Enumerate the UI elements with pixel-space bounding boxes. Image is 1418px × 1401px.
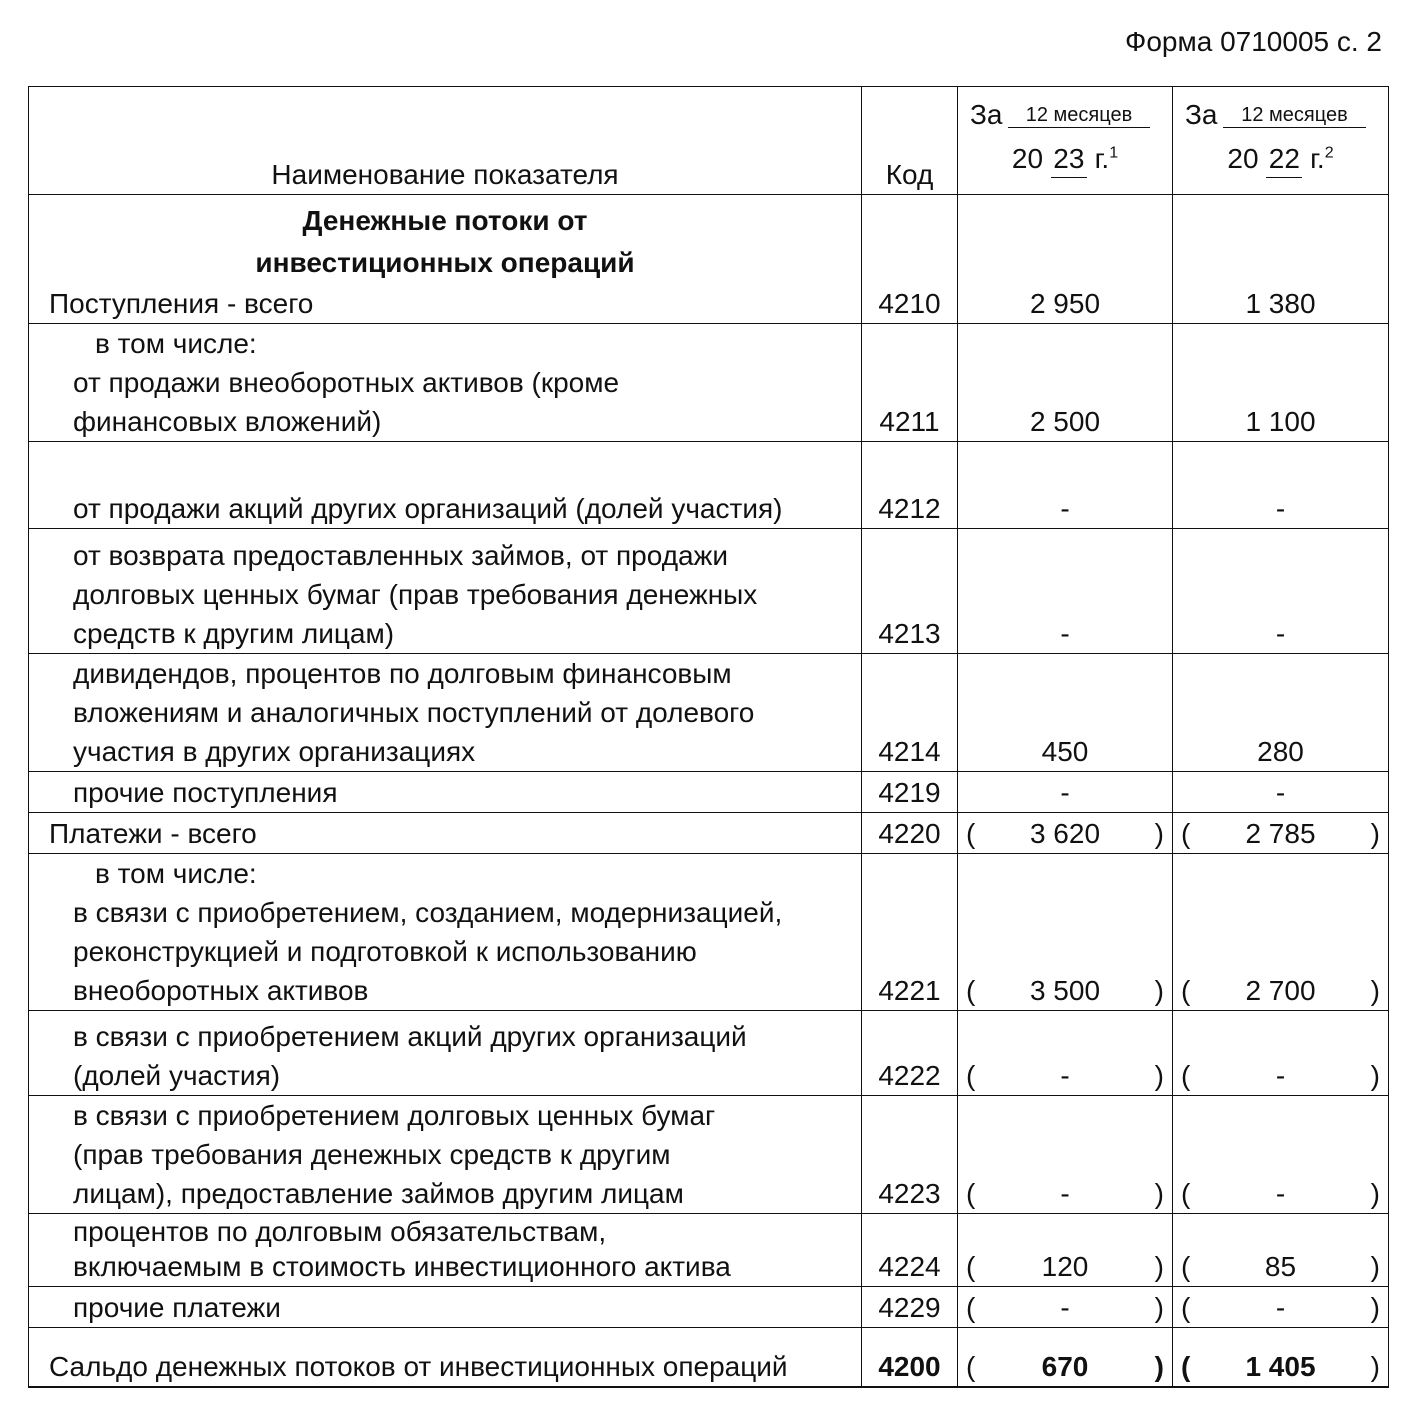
value-text: 3 620 <box>1029 818 1101 849</box>
paren-open: ( <box>1181 1060 1191 1091</box>
row-value-previous: 280 <box>1173 654 1389 772</box>
period-previous-year: 22 <box>1266 141 1302 178</box>
row-value-current: - <box>958 529 1173 654</box>
period-current-note: 1 <box>1109 144 1119 162</box>
value-text: - <box>1275 1060 1286 1091</box>
row-value-previous: - <box>1173 442 1389 529</box>
table-row <box>29 195 1389 324</box>
row-label-line: в связи с приобретением акций других организаций <box>73 1021 747 1052</box>
paren-open: ( <box>966 818 976 849</box>
row-value-current <box>958 1011 1173 1096</box>
row-label: от продажи акций других организаций (долей участия) <box>73 493 783 524</box>
form-label: Форма 0710005 с. 2 <box>1125 26 1382 57</box>
paren-open: ( <box>1181 1178 1191 1209</box>
table-row <box>29 324 1389 442</box>
row-value-previous <box>1173 1214 1389 1287</box>
value-text: 1 405 <box>1245 1351 1316 1382</box>
row-value-previous <box>1173 813 1389 854</box>
row-label-line: включаемым в стоимость инвестиционного актива <box>73 1251 731 1282</box>
paren-close: ) <box>1154 1292 1164 1323</box>
row-value-current: 2 950 <box>958 195 1173 324</box>
period-current-za: За <box>970 99 1003 130</box>
row-code: 4200 <box>862 1328 958 1388</box>
paren-close: ) <box>1370 1351 1380 1382</box>
row-value-current <box>958 1287 1173 1328</box>
value-text: - <box>1060 1060 1070 1091</box>
period-previous-za: За <box>1185 99 1218 130</box>
row-value-previous: 1 380 <box>1173 195 1389 324</box>
row-value-previous <box>1173 1328 1389 1388</box>
paren-close: ) <box>1370 1060 1380 1091</box>
row-label-line: лицам), предоставление займов другим лицам <box>73 1178 684 1209</box>
table-row <box>29 772 1389 813</box>
row-value-previous: 1 100 <box>1173 324 1389 442</box>
paren-close: ) <box>1154 1178 1164 1209</box>
cash-flow-table <box>28 86 1389 1388</box>
paren-open: ( <box>966 1251 976 1282</box>
paren-close: ) <box>1154 1060 1164 1091</box>
paren-open: ( <box>1181 1351 1191 1382</box>
period-previous-months: 12 месяцев <box>1223 103 1366 128</box>
period-current-months: 12 месяцев <box>1008 103 1150 128</box>
row-value-previous <box>1173 1011 1389 1096</box>
row-value-current: - <box>958 772 1173 813</box>
row-label-line: от возврата предоставленных займов, от продажи <box>73 540 728 571</box>
row-value-previous <box>1173 1096 1389 1214</box>
value-text: 2 700 <box>1245 975 1316 1006</box>
row-value-previous <box>1173 1287 1389 1328</box>
period-current-year: 23 <box>1051 141 1087 178</box>
row-prelabel: в том числе: <box>95 328 257 359</box>
paren-open: ( <box>966 1060 976 1091</box>
row-value-previous: - <box>1173 772 1389 813</box>
row-label: Поступления - всего <box>49 288 314 319</box>
paren-open: ( <box>966 1351 976 1382</box>
row-label-line: средств к другим лицам) <box>73 618 395 649</box>
table-row <box>29 529 1389 654</box>
row-label: прочие платежи <box>73 1292 281 1323</box>
row-code: 4211 <box>862 324 958 442</box>
row-code: 4210 <box>862 195 958 324</box>
row-label: прочие поступления <box>73 777 338 808</box>
row-label-line: вложениям и аналогичных поступлений от долевого <box>73 697 755 728</box>
paren-close: ) <box>1370 1251 1380 1282</box>
row-label-line: долговых ценных бумаг (прав требования денежных <box>73 579 758 610</box>
row-label-line: внеоборотных активов <box>73 975 369 1006</box>
paren-open: ( <box>966 1292 976 1323</box>
value-text: 670 <box>1041 1351 1089 1382</box>
row-code: 4221 <box>862 854 958 1011</box>
paren-open: ( <box>966 975 976 1006</box>
row-value-previous <box>1173 854 1389 1011</box>
row-label-line: (прав требования денежных средств к другим <box>73 1139 671 1170</box>
row-value-current <box>958 1096 1173 1214</box>
row-code: 4224 <box>862 1214 958 1287</box>
row-label: Сальдо денежных потоков от инвестиционных операций <box>49 1351 788 1382</box>
row-code: 4220 <box>862 813 958 854</box>
row-code: 4223 <box>862 1096 958 1214</box>
paren-close: ) <box>1370 818 1380 849</box>
row-value-current <box>958 1214 1173 1287</box>
table-row <box>29 1011 1389 1096</box>
value-text: 120 <box>1041 1251 1089 1282</box>
row-value-current <box>958 1328 1173 1388</box>
row-label-line: в связи с приобретением, созданием, модернизацией, <box>73 897 783 928</box>
row-code: 4213 <box>862 529 958 654</box>
header-period-current <box>958 87 1173 195</box>
row-label-line: реконструкцией и подготовкой к использованию <box>73 936 697 967</box>
row-code: 4219 <box>862 772 958 813</box>
row-label-line: финансовых вложений) <box>73 406 382 437</box>
row-label: Платежи - всего <box>49 818 257 849</box>
row-label-line: процентов по долговым обязательствам, <box>73 1216 607 1247</box>
row-label-line: в связи с приобретением долговых ценных бумаг <box>73 1100 716 1131</box>
paren-open: ( <box>1181 818 1191 849</box>
row-value-current: 450 <box>958 654 1173 772</box>
table-row <box>29 1214 1389 1287</box>
value-text: - <box>1275 1178 1286 1209</box>
paren-open: ( <box>1181 1251 1191 1282</box>
row-value-current <box>958 854 1173 1011</box>
paren-close: ) <box>1154 1251 1164 1282</box>
table-row-total <box>29 1328 1389 1388</box>
table-row <box>29 1287 1389 1328</box>
value-text: 2 785 <box>1245 818 1316 849</box>
paren-close: ) <box>1154 818 1164 849</box>
row-code: 4229 <box>862 1287 958 1328</box>
row-value-current: 2 500 <box>958 324 1173 442</box>
paren-close: ) <box>1154 975 1164 1006</box>
table-row <box>29 654 1389 772</box>
row-label-line: дивидендов, процентов по долговым финансовым <box>73 658 732 689</box>
header-period-previous <box>1173 87 1389 195</box>
row-code: 4212 <box>862 442 958 529</box>
row-value-current <box>958 813 1173 854</box>
row-label-line: (долей участия) <box>73 1060 281 1091</box>
table-row <box>29 442 1389 529</box>
section-title-line2: инвестиционных операций <box>255 247 635 278</box>
table-row <box>29 1096 1389 1214</box>
paren-close: ) <box>1370 1292 1380 1323</box>
row-prelabel: в том числе: <box>95 858 257 889</box>
table-header-row <box>29 87 1389 195</box>
period-current-prefix: 20 <box>1011 143 1044 174</box>
row-code: 4214 <box>862 654 958 772</box>
row-label-line: участия в других организациях <box>73 736 476 767</box>
paren-close: ) <box>1370 975 1380 1006</box>
paren-open: ( <box>966 1178 976 1209</box>
paren-close: ) <box>1370 1178 1380 1209</box>
period-previous-note: 2 <box>1324 144 1334 162</box>
table-row <box>29 854 1389 1011</box>
period-current-suffix: г. <box>1094 143 1110 174</box>
paren-open: ( <box>1181 1292 1191 1323</box>
paren-close: ) <box>1154 1351 1164 1382</box>
section-title-line1: Денежные потоки от <box>302 205 588 236</box>
row-code: 4222 <box>862 1011 958 1096</box>
row-label-line: от продажи внеоборотных активов (кроме <box>73 367 620 398</box>
value-text: 3 500 <box>1029 975 1101 1006</box>
value-text: 85 <box>1264 1251 1297 1282</box>
period-previous-prefix: 20 <box>1227 143 1259 174</box>
value-text: - <box>1275 1292 1286 1323</box>
row-value-current: - <box>958 442 1173 529</box>
value-text: - <box>1060 1178 1070 1209</box>
header-name: Наименование показателя <box>29 87 862 195</box>
period-previous-suffix: г. <box>1310 143 1325 174</box>
table-row <box>29 813 1389 854</box>
value-text: - <box>1060 1292 1070 1323</box>
row-value-previous: - <box>1173 529 1389 654</box>
paren-open: ( <box>1181 975 1191 1006</box>
header-code: Код <box>862 87 958 195</box>
